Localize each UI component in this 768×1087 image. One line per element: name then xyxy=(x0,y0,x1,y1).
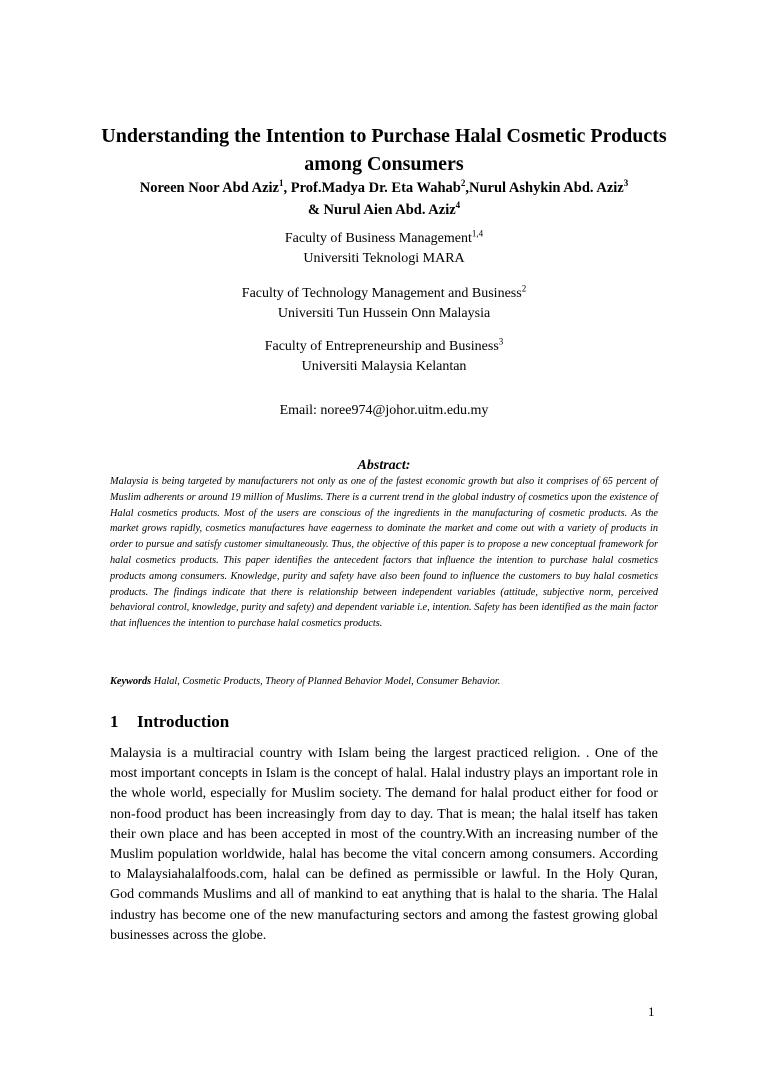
author-superscript: 3 xyxy=(623,178,629,189)
affiliation-faculty: Faculty of Business Management xyxy=(284,231,472,246)
section-heading xyxy=(110,710,229,734)
affiliation-superscript: 1,4 xyxy=(471,228,484,239)
affiliation-faculty: Faculty of Technology Management and Business xyxy=(241,286,522,301)
affiliation-block xyxy=(100,337,668,377)
affiliation-university: Universiti Tun Hussein Onn Malaysia xyxy=(277,306,491,321)
keywords-label: Keywords xyxy=(110,676,152,687)
author-name: Nurul Ashykin Abd. Aziz xyxy=(469,180,624,196)
paper-title: Understanding the Intention to Purchase Halal Cosmetic Products among Consumers xyxy=(101,125,667,175)
affiliation-university: Universiti Teknologi MARA xyxy=(303,251,465,266)
author-separator: , xyxy=(283,180,291,196)
affiliation-faculty: Faculty of Entrepreneurship and Business xyxy=(264,339,499,354)
author-separator: & xyxy=(307,202,324,218)
affiliation-university: Universiti Malaysia Kelantan xyxy=(301,359,467,374)
affiliation-block xyxy=(100,284,668,324)
author-list xyxy=(100,177,668,221)
page-number: 1 xyxy=(648,1004,655,1019)
affiliation-superscript: 2 xyxy=(521,283,527,294)
abstract-text: Malaysia is being targeted by manufacturers not only as one of the fastest economic growth but also it comprises of 65 percent of Muslim adherents or around 19 million of Muslims. There is a current trend in the global industry of cosmetics upon the existence of Halal cosmetics products. Most of the users are conscious of the ingredients in the manufacturing of cosmetic products. As the market grows rapidly, cosmetics manufactures have eagerness to dominate the market and come out with a variety of products in order to pursue and satisfy customer simultaneously. Thus, the objective of this paper is to propose a new conceptual framework for halal cosmetics products. This paper identifies the antecedent factors that influence the intention to purchase halal cosmetics products among consumers. Knowledge, purity and safety have also been found to influence the customers to buy halal cosmetics products. The findings indicate that there is relationship between independent variables (attitude, subjective norm, perceived behavioral control, knowledge, purity and safety) and dependent variable i.e, intention. Safety has been identified as the main factor that influences the intention to purchase halal cosmetics products. xyxy=(110,476,658,630)
affiliation-superscript: 3 xyxy=(498,336,504,347)
author-name: Nurul Aien Abd. Aziz xyxy=(323,202,456,218)
introduction-paragraph: Malaysia is a multiracial country with Islam being the largest practiced religion. . One of the most important concepts in Islam is the concept of halal. Halal industry plays an important role in the whole world, especially for Muslim society. The demand for halal product either for food or non-food product has been increasingly from day to day. That is mean; the halal itself has taken their own place and has been accepted in most of the country.With an increasing number of the Muslim population worldwide, halal has become the vital concern among consumers. According to Malaysiahalalfoods.com, halal can be defined as permissible or lawful. In the Holy Quran, God commands Muslims and all of mankind to eat anything that is halal to the sharia. The Halal industry has become one of the new manufacturing sectors and among the fastest growing global businesses across the globe. xyxy=(110,746,658,943)
abstract-heading: Abstract: xyxy=(357,458,411,473)
section-title: Introduction xyxy=(137,712,230,731)
author-superscript: 1 xyxy=(278,178,284,189)
email-line: Email: noree974@johor.uitm.edu.my xyxy=(279,403,489,418)
section-number: 1 xyxy=(110,712,119,731)
author-name: Noreen Noor Abd Aziz xyxy=(139,180,279,196)
keywords-line xyxy=(110,674,658,690)
author-superscript: 2 xyxy=(460,178,466,189)
author-separator: , xyxy=(465,180,469,196)
keywords-text: Halal, Cosmetic Products, Theory of Planned Behavior Model, Consumer Behavior. xyxy=(151,676,501,687)
author-name: Prof.Madya Dr. Eta Wahab xyxy=(290,180,461,196)
affiliation-block xyxy=(100,229,668,269)
author-superscript: 4 xyxy=(455,200,461,211)
